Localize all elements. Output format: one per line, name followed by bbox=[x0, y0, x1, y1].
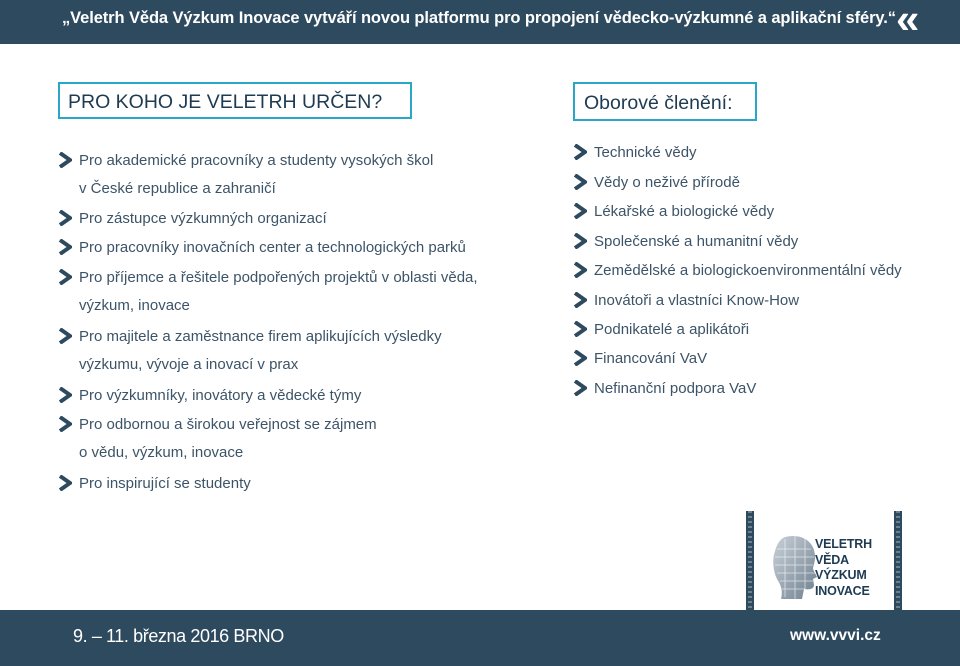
head-profile-icon bbox=[771, 533, 819, 603]
field-item bbox=[573, 201, 774, 221]
field-item bbox=[573, 231, 798, 251]
stand-pole-left bbox=[746, 511, 754, 611]
chevron-right-icon bbox=[573, 203, 587, 219]
banner-quote: „Veletrh Věda Výzkum Inovace vytváří novou platformu pro propojení vědecko-výzkumné a aplikační sféry.“ bbox=[62, 9, 896, 27]
field-item bbox=[573, 319, 749, 339]
website-link[interactable]: www.vvvi.cz bbox=[790, 627, 881, 644]
audience-item bbox=[58, 326, 442, 346]
field-item-label: Inovátoři a vlastníci Know-How bbox=[594, 291, 800, 309]
field-item-label: Lékařské a biologické vědy bbox=[594, 202, 775, 220]
chevron-right-icon bbox=[58, 269, 72, 285]
logo-line: INOVACE bbox=[815, 583, 870, 598]
audience-item bbox=[58, 208, 327, 228]
audience-item-label: Pro akademické pracovníky a studenty vysokých škol bbox=[79, 151, 434, 169]
field-item-label: Společenské a humanitní vědy bbox=[594, 232, 799, 250]
audience-item-label: Pro zástupce výzkumných organizací bbox=[79, 209, 327, 227]
logo-line: VĚDA bbox=[815, 552, 849, 567]
field-item bbox=[573, 290, 799, 310]
event-date: 9. – 11. března 2016 BRNO bbox=[73, 626, 284, 646]
field-item-label: Nefinanční podpora VaV bbox=[594, 379, 757, 397]
audience-item bbox=[58, 385, 361, 405]
audience-item bbox=[58, 150, 433, 170]
chevron-right-icon bbox=[58, 387, 72, 403]
audience-item bbox=[58, 414, 377, 434]
chevron-right-icon bbox=[58, 328, 72, 344]
chevron-right-icon bbox=[58, 475, 72, 491]
fields-heading bbox=[573, 82, 757, 121]
field-item bbox=[573, 172, 740, 192]
field-item-label: Technické vědy bbox=[594, 143, 697, 161]
audience-item-continuation: o vědu, výzkum, inovace bbox=[79, 444, 244, 461]
audience-item bbox=[58, 237, 466, 257]
target-audience-heading-text: PRO KOHO JE VELETRH URČEN? bbox=[68, 91, 383, 113]
fields-heading-text: Oborové členění: bbox=[584, 92, 733, 114]
top-banner bbox=[0, 0, 960, 44]
audience-item-label: Pro odbornou a širokou veřejnost se zájmem bbox=[79, 415, 377, 433]
field-item bbox=[573, 142, 697, 162]
chevron-right-icon bbox=[573, 292, 587, 308]
footer-bar bbox=[0, 610, 960, 666]
chevron-right-icon bbox=[573, 233, 587, 249]
audience-item-continuation: v České republice a zahraničí bbox=[79, 180, 276, 197]
audience-item bbox=[58, 473, 251, 493]
field-item-label: Podnikatelé a aplikátoři bbox=[594, 320, 750, 338]
field-item-label: Financování VaV bbox=[594, 349, 708, 367]
event-logo bbox=[767, 527, 884, 611]
field-item bbox=[573, 348, 707, 368]
audience-item-label: Pro výzkumníky, inovátory a vědecké týmy bbox=[79, 386, 362, 404]
chevron-right-icon bbox=[573, 262, 587, 278]
logo-wordmark bbox=[815, 537, 872, 599]
logo-stand bbox=[746, 511, 902, 611]
stand-pole-right bbox=[894, 511, 902, 611]
chevron-right-icon bbox=[58, 210, 72, 226]
chevron-right-icon bbox=[58, 416, 72, 432]
audience-item-label: Pro majitele a zaměstnance firem aplikujících výsledky bbox=[79, 327, 442, 345]
audience-item-label: Pro příjemce a řešitele podpořených projektů v oblasti věda, bbox=[79, 268, 478, 286]
logo-line: VÝZKUM bbox=[815, 568, 867, 582]
field-item bbox=[573, 378, 756, 398]
target-audience-heading bbox=[58, 82, 412, 119]
chevron-right-icon bbox=[58, 239, 72, 255]
double-chevron-left-icon: « bbox=[896, 0, 920, 42]
field-item-label: Vědy o neživé přírodě bbox=[594, 173, 740, 191]
audience-item-continuation: výzkumu, vývoje a inovací v prax bbox=[79, 356, 299, 373]
logo-line: VELETRH bbox=[815, 537, 872, 551]
audience-item bbox=[58, 267, 478, 287]
chevron-right-icon bbox=[58, 152, 72, 168]
chevron-right-icon bbox=[573, 144, 587, 160]
audience-item-continuation: výzkum, inovace bbox=[79, 297, 190, 314]
chevron-right-icon bbox=[573, 350, 587, 366]
audience-item-label: Pro pracovníky inovačních center a technologických parků bbox=[79, 238, 466, 256]
field-item-label: Zemědělské a biologickoenvironmentální vědy bbox=[594, 261, 902, 279]
chevron-right-icon bbox=[573, 174, 587, 190]
field-item bbox=[573, 260, 902, 280]
audience-item-label: Pro inspirující se studenty bbox=[79, 474, 251, 492]
chevron-right-icon bbox=[573, 321, 587, 337]
chevron-right-icon bbox=[573, 380, 587, 396]
